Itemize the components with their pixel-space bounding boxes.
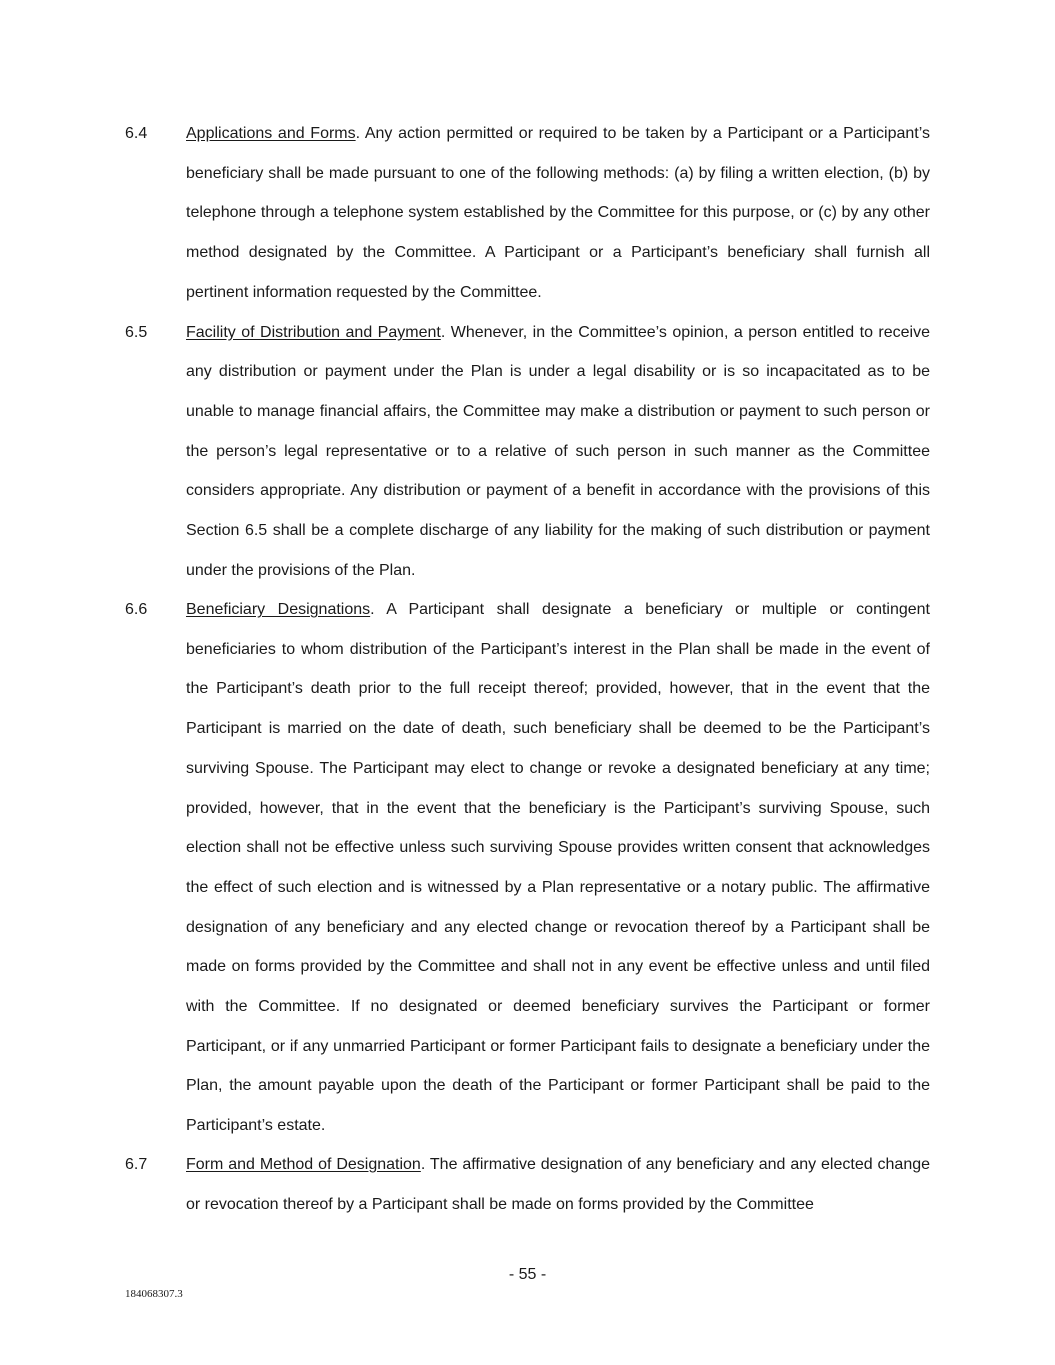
document-id: 184068307.3 xyxy=(125,1288,183,1300)
section-text: . Whenever, in the Committee’s opinion, a person entitled to receive any distribution or payment under the Plan is under a legal disability or is so incapacitated as to be unable to manage financial affairs, the Committee may make a distribution or payment to such person or the person’s legal representative or to a relative of such person in such manner as the Committee considers appropriate. Any distribution or payment of a benefit in accordance with the provisions of this Section 6.5 shall be a complete discharge of any liability for the making of such distribution or payment under the provisions of the Plan. xyxy=(186,323,931,579)
section-heading: Applications and Forms xyxy=(186,125,356,142)
section-number: 6.5 xyxy=(125,323,148,341)
section-text: . Any action permitted or required to be taken by a Participant or a Participant’s beneficiary shall be made pursuant to one of the following methods: (a) by filing a written election, (b) by telephone through a telephone system established by the Committee for this purpose, or (c) by any other method designated by the Committee. A Participant or a Participant’s beneficiary shall furnish all pertinent information requested by the Committee. xyxy=(186,125,931,301)
section-number: 6.7 xyxy=(125,1156,148,1173)
page-number: - 55 - xyxy=(508,1266,547,1283)
section-body xyxy=(186,114,930,313)
section-heading: Facility of Distribution and Payment xyxy=(186,323,441,341)
section-heading: Form and Method of Designation xyxy=(186,1156,421,1173)
section-body xyxy=(186,1145,930,1224)
section-text: . The affirmative designation of any beneficiary and any elected change or revocation thereof by a Participant shall be made on forms provided by the Committee xyxy=(186,1156,931,1213)
section-number: 6.6 xyxy=(125,601,148,618)
section-number: 6.4 xyxy=(125,125,148,142)
section-text: . A Participant shall designate a beneficiary or multiple or contingent beneficiaries to whom distribution of the Participant’s interest in the Plan shall be made in the event of the Participant’s death prior to the full receipt thereof; provided, however, that in the event that the Participant is married on the date of death, such beneficiary shall be deemed to be the Participant’s surviving Spouse. The Participant may elect to change or revoke a designated beneficiary at any time; provided, however, that in the event that the beneficiary is the Participant’s surviving Spouse, such election shall not be effective unless such surviving Spouse provides written consent that acknowledges the effect of such election and is witnessed by a Plan representative or a notary public. The affirmative designation of any beneficiary and any elected change or revocation thereof by a Participant shall be made on forms provided by the Committee and shall not in any event be effective unless and until filed with the Committee. If no designated or deemed beneficiary survives the Participant or former Participant, or if any unmarried Participant or former Participant fails to designate a beneficiary under the Plan, the amount payable upon the death of the Participant or former Participant shall be paid to the Participant’s estate. xyxy=(186,601,930,1135)
section-heading: Beneficiary Designations xyxy=(186,601,371,618)
section-body xyxy=(186,313,930,591)
section-body xyxy=(186,590,930,1146)
